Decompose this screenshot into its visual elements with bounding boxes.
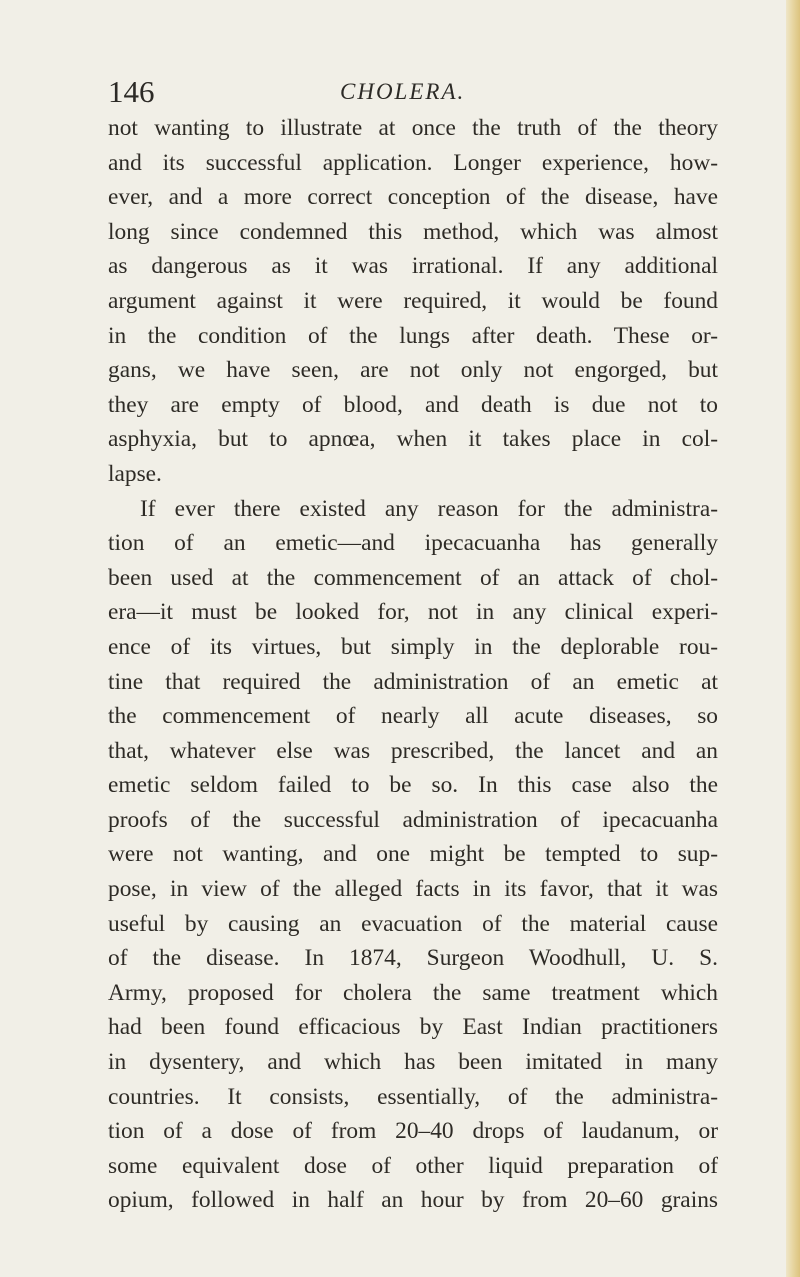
text-line: of the disease. In 1874, Surgeon Woodhull, U. S.: [108, 945, 718, 972]
text-line: they are empty of blood, and death is due not to: [108, 391, 718, 418]
page-header: [108, 72, 718, 112]
text-line: gans, we have seen, are not only not engorged, but: [108, 357, 718, 384]
text-line: that, whatever else was prescribed, the lancet and an: [108, 737, 718, 764]
text-line: ever, and a more correct conception of the disease, have: [108, 184, 718, 211]
body-text: [108, 111, 718, 1218]
text-line: in the condition of the lungs after death. These or-: [108, 322, 718, 349]
text-line: were not wanting, and one might be tempted to sup-: [108, 841, 718, 868]
text-line: opium, followed in half an hour by from 20–60 grains: [108, 1187, 718, 1214]
text-line: long since condemned this method, which was almost: [108, 218, 718, 245]
text-line: useful by causing an evacuation of the material cause: [108, 910, 718, 937]
text-line: argument against it were required, it would be found: [108, 287, 718, 314]
text-line: in dysentery, and which has been imitated in many: [108, 1049, 718, 1076]
page-number: 146: [108, 74, 155, 109]
text-line: had been found efficacious by East Indian practitioners: [108, 1014, 718, 1041]
text-line: emetic seldom failed to be so. In this case also the: [108, 772, 718, 799]
text-line: ence of its virtues, but simply in the deplorable rou-: [108, 633, 718, 660]
text-line: countries. It consists, essentially, of the administra-: [108, 1083, 718, 1110]
text-line: and its successful application. Longer experience, how-: [108, 149, 718, 176]
text-line: lapse.: [108, 460, 162, 487]
text-line: as dangerous as it was irrational. If any additional: [108, 253, 718, 280]
text-line: tion of an emetic—and ipecacuanha has generally: [108, 530, 718, 557]
text-line: the commencement of nearly all acute diseases, so: [108, 703, 718, 730]
text-line: been used at the commencement of an attack of chol-: [108, 564, 718, 591]
text-line: not wanting to illustrate at once the truth of the theory: [108, 115, 718, 141]
text-line: proofs of the successful administration of ipecacuanha: [108, 806, 718, 833]
text-line: asphyxia, but to apnœa, when it takes place in col-: [108, 426, 718, 453]
page-edge: [786, 0, 800, 1277]
text-line: Army, proposed for cholera the same treatment which: [108, 979, 718, 1006]
text-line: If ever there existed any reason for the administra-: [140, 495, 718, 522]
running-title: CHOLERA.: [340, 79, 466, 104]
text-line: era—it must be looked for, not in any clinical experi-: [108, 599, 718, 626]
text-line: some equivalent dose of other liquid preparation of: [108, 1152, 718, 1179]
text-line: tion of a dose of from 20–40 drops of laudanum, or: [108, 1118, 718, 1145]
text-line: pose, in view of the alleged facts in its favor, that it was: [108, 876, 718, 903]
text-line: tine that required the administration of an emetic at: [108, 668, 718, 695]
